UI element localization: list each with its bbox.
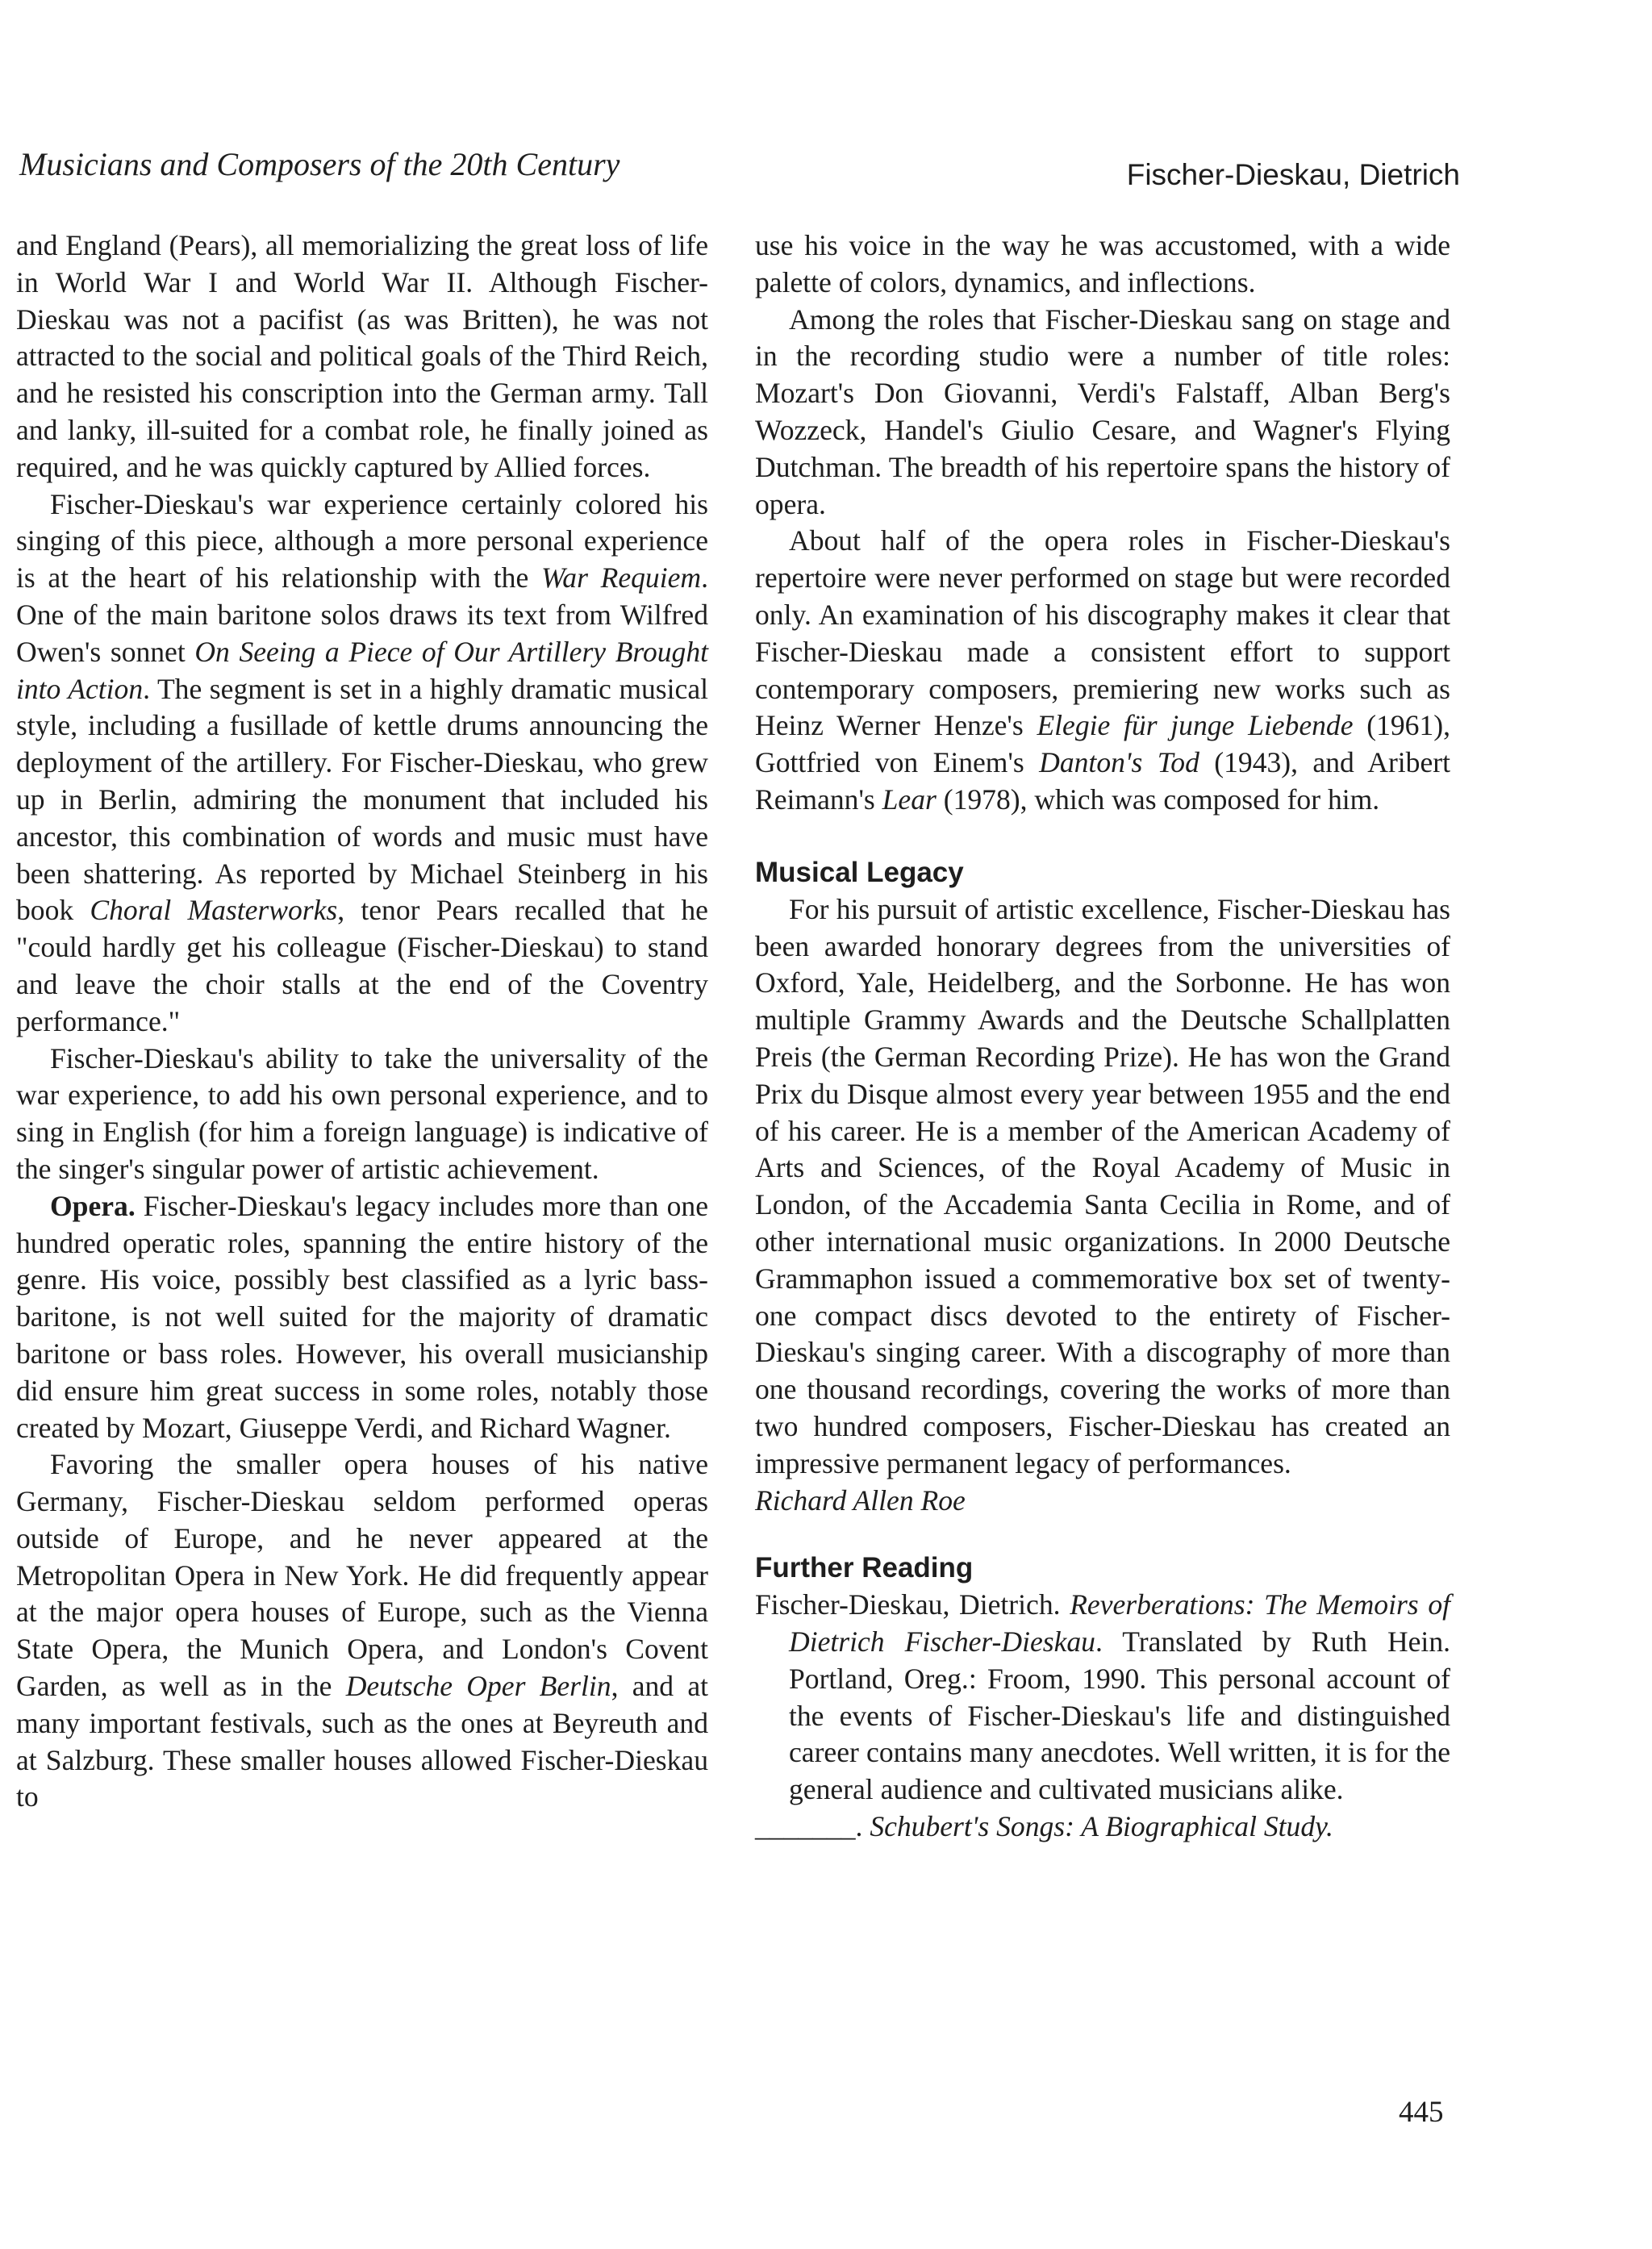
venue-name: Deutsche Oper Berlin — [345, 1670, 611, 1703]
paragraph — [755, 523, 1450, 818]
section-heading-further-reading: Further Reading — [755, 1552, 974, 1584]
text-run: About half of the opera roles in Fischer-Dieskau's repertoire were never performed on stage but were recorded only. An examination of his discography makes it clear that Fischer-Dieskau made a consistent effort to support contemporary composers, premiering new works such as Heinz Werner Henze's — [755, 524, 1450, 742]
page-number: 445 — [1399, 2096, 1444, 2129]
text-run: Fischer-Dieskau, Dietrich. — [755, 1588, 1070, 1621]
work-title: War Requiem — [540, 561, 702, 595]
text-run: . One of the main baritone solos draws its text from Wilfred Owen's sonnet — [16, 561, 708, 668]
paragraph: and England (Pears), all memorializing the great loss of life in World War I and World War II. Although Fischer-Dieskau was not a pacifist (as was Britten), he was not attracted to the social and political goals of the Third Reich, and he resisted his conscription into the German army. Tall and lanky, ill-suited for a combat role, he finally joined as required, and he was quickly captured by Allied forces. — [16, 229, 708, 483]
paragraph: Among the roles that Fischer-Dieskau sang on stage and in the recording studio were a number of title roles: Mozart's Don Giovanni, Verdi's Falstaff, Alban Berg's Wozzeck, Handel's Giulio Cesare, and Wagner's Flying Dutchman. The breadth of his repertoire spans the history of opera. — [755, 303, 1450, 520]
paragraph: Fischer-Dieskau's ability to take the universality of the war experience, to add his own personal experience, and to sing in English (for him a foreign language) is indicative of the singer's singular power of artistic achievement. — [16, 1041, 708, 1185]
section-spacer — [755, 819, 1450, 854]
work-title: Elegie für junge Liebende — [1037, 709, 1354, 742]
paragraph — [16, 1188, 708, 1447]
running-head-entry: Fischer-Dieskau, Dietrich — [1126, 158, 1460, 191]
run-in-heading-opera: Opera. — [50, 1189, 136, 1222]
bibliography-entry — [755, 1587, 1450, 1809]
paragraph: use his voice in the way he was accustomed, with a wide palette of colors, dynamics, and inflections. — [755, 229, 1450, 298]
paragraph — [16, 1446, 708, 1816]
bibliography-entry — [755, 1809, 1450, 1846]
paragraph — [16, 486, 708, 1041]
section-heading-musical-legacy: Musical Legacy — [755, 856, 964, 888]
left-column — [16, 227, 708, 1816]
text-run: Favoring the smaller opera houses of his native Germany, Fischer-Dieskau seldom performed operas outside of Europe, and he never appeared at the Metropolitan Opera in New York. He did frequently appear at the major opera houses of Europe, such as the Vienna State Opera, the Munich Opera, and London's Covent Garden, as well as in the — [16, 1448, 708, 1703]
text-run: . Translated by Ruth Hein. Portland, Oreg.: Froom, 1990. This personal account of the events of Fischer-Dieskau's life and distinguished career contains many anecdotes. Well written, it is for the general audience and cultivated musicians alike. — [789, 1625, 1450, 1806]
text-run: (1943), and Aribert Reimann's — [755, 746, 1450, 816]
right-column — [755, 227, 1450, 1846]
work-title: Danton's Tod — [1039, 746, 1199, 779]
text-run: (1978), which was composed for him. — [936, 782, 1380, 816]
text-run: Fischer-Dieskau's war experience certainly colored his singing of this piece, although a more personal experience is at the heart of his relationship with the — [16, 487, 708, 595]
text-run: , and at many important festivals, such as the ones at Beyreuth and at Salzburg. These smaller houses allowed Fischer-Dieskau to — [16, 1670, 709, 1813]
work-title: On Seeing a Piece of Our Artillery Brought into Action — [16, 635, 709, 705]
text-run: , tenor Pears recalled that he "could hardly get his colleague (Fischer-Dieskau) to stand and leave the choir stalls at the end of the Coventry performance." — [16, 894, 708, 1037]
paragraph: For his pursuit of artistic excellence, Fischer-Dieskau has been awarded honorary degrees from the universities of Oxford, Yale, Heidelberg, and the Sorbonne. He has won multiple Grammy Awards and the Deutsche Schallplatten Preis (the German Recording Prize). He has won the Grand Prix du Disque almost every year between 1955 and the end of his career. He is a member of the American Academy of Arts and Sciences, of the Royal Academy of Music in London, of the Accademia Santa Cecilia in Rome, and of other international music organizations. In 2000 Deutsche Grammaphon issued a commemorative box set of twenty-one compact discs devoted to the entirety of Fischer-Dieskau's singing career. With a discography of more than one thousand recordings, covering the works of more than two hundred composers, Fischer-Dieskau has created an impressive permanent legacy of performances. — [755, 892, 1450, 1479]
section-spacer — [755, 1519, 1450, 1550]
text-run: (1961), Gottfried von Einem's — [755, 709, 1450, 779]
running-head-title: Musicians and Composers of the 20th Century — [19, 146, 620, 182]
work-title: Choral Masterworks — [90, 894, 338, 927]
repeat-author-dash: _______. — [755, 1810, 863, 1843]
book-title: Schubert's Songs: A Biographical Study. — [862, 1810, 1333, 1843]
author-signature: Richard Allen Roe — [755, 1483, 966, 1517]
book-title: Reverberations: The Memoirs of Dietrich Fischer-Dieskau — [789, 1588, 1451, 1659]
text-run: . The segment is set in a highly dramatic musical style, including a fusillade of kettle drums announcing the deployment of the artillery. For Fischer-Dieskau, who grew up in Berlin, admiring the monument that included his ancestor, this combination of words and music must have been shattering. As reported by Michael Steinberg in his book — [16, 672, 708, 927]
text-run: Fischer-Dieskau's legacy includes more than one hundred operatic roles, spanning the entire history of the genre. His voice, possibly best classified as a lyric bass-baritone, is not well suited for the majority of dramatic baritone or bass roles. However, his overall musicianship did ensure him great success in some roles, notably those created by Mozart, Giuseppe Verdi, and Richard Wagner. — [16, 1189, 708, 1444]
work-title: Lear — [882, 782, 937, 816]
